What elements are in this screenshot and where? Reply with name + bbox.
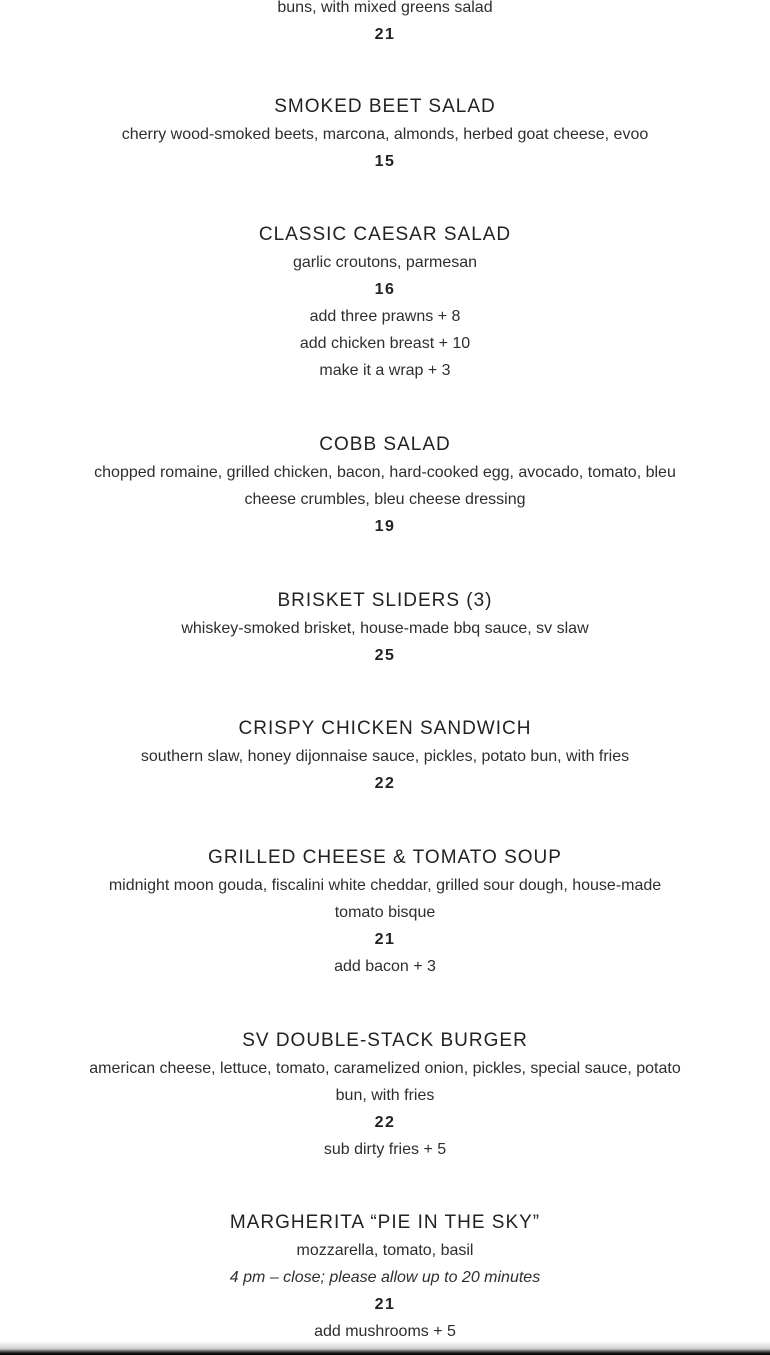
- item-description: mozzarella, tomato, basil: [296, 1242, 474, 1259]
- item-name: SMOKED BEET SALAD: [274, 96, 496, 117]
- item-description-line: chopped romaine, grilled chicken, bacon, hard-cooked egg, avocado, tomato, bleu: [94, 464, 676, 481]
- item-addon: make it a wrap + 3: [319, 362, 451, 379]
- item-addon: add three prawns + 8: [309, 308, 461, 325]
- menu-item-grilled-cheese-tomato-soup: [60, 844, 710, 980]
- item-description: buns, with mixed greens salad: [277, 0, 493, 16]
- item-price: 21: [374, 931, 396, 948]
- menu-item-margherita-pie-in-the-sky: [60, 1209, 710, 1345]
- menu-item-sv-double-stack-burger: [60, 1027, 710, 1163]
- item-addon: sub dirty fries + 5: [323, 1141, 447, 1158]
- item-name: BRISKET SLIDERS (3): [277, 590, 493, 611]
- item-name: COBB SALAD: [319, 434, 451, 455]
- item-description: whiskey-smoked brisket, house-made bbq sauce, sv slaw: [181, 620, 589, 637]
- item-name: GRILLED CHEESE & TOMATO SOUP: [208, 847, 562, 868]
- item-name: MARGHERITA “PIE IN THE SKY”: [229, 1212, 541, 1233]
- menu-item-crispy-chicken-sandwich: [60, 715, 710, 797]
- item-description: garlic croutons, parmesan: [292, 254, 478, 271]
- item-price: 21: [374, 1296, 396, 1313]
- item-note: 4 pm – close; please allow up to 20 minutes: [229, 1269, 541, 1286]
- item-description: cherry wood-smoked beets, marcona, almonds, herbed goat cheese, evoo: [121, 126, 649, 143]
- item-addon: add mushrooms + 5: [314, 1323, 456, 1340]
- item-description-line: american cheese, lettuce, tomato, caramelized onion, pickles, special sauce, potato: [89, 1060, 681, 1077]
- item-addon: add bacon + 3: [334, 958, 436, 975]
- menu-item-partial: [60, 0, 710, 48]
- item-description-line: tomato bisque: [334, 904, 436, 921]
- item-name: CLASSIC CAESAR SALAD: [258, 224, 512, 245]
- menu-item-smoked-beet-salad: [60, 93, 710, 175]
- item-price: 19: [374, 518, 396, 535]
- item-name: CRISPY CHICKEN SANDWICH: [238, 718, 532, 739]
- page-bottom-edge: [0, 1341, 770, 1355]
- item-price: 22: [374, 1114, 396, 1131]
- item-description-line: bun, with fries: [335, 1087, 435, 1104]
- item-description: southern slaw, honey dijonnaise sauce, pickles, potato bun, with fries: [140, 748, 630, 765]
- item-price: 22: [374, 775, 396, 792]
- item-price: 21: [374, 26, 396, 43]
- item-name: SV DOUBLE-STACK BURGER: [242, 1030, 528, 1051]
- menu-item-classic-caesar-salad: [60, 221, 710, 384]
- item-price: 25: [374, 647, 396, 664]
- item-addon: add chicken breast + 10: [299, 335, 471, 352]
- menu-item-brisket-sliders: [60, 587, 710, 669]
- item-description-line: cheese crumbles, bleu cheese dressing: [244, 491, 526, 508]
- menu-item-cobb-salad: [60, 431, 710, 540]
- item-price: 16: [374, 281, 396, 298]
- item-description-line: midnight moon gouda, fiscalini white cheddar, grilled sour dough, house-made: [108, 877, 662, 894]
- item-price: 15: [374, 153, 396, 170]
